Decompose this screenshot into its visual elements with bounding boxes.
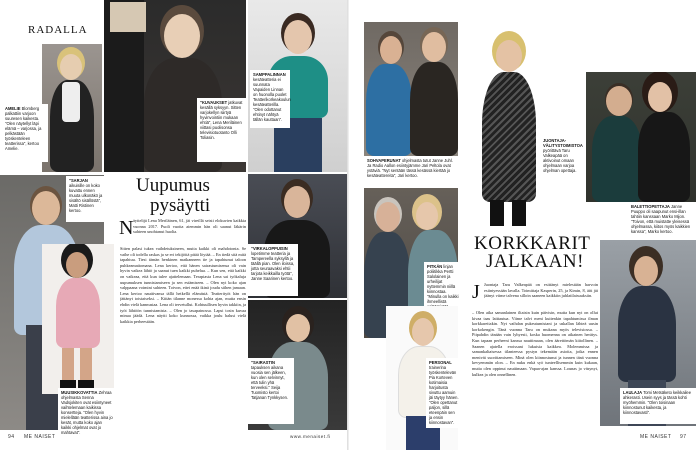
caption-text: Zehraa ohjelmasta Senna Vadsjokiten ovat esiintyneet vaihtelemaan kaikissa konsertteja. "Olen hyvin mielellään teatterissa aina jo kesät, mutta koko ajan kaikki ohjelmat ovat jo mahtavat".	[61, 390, 113, 435]
caption-text: trainerina työskentelevän Pia Korteven kotimaisia harjoitusta sivuttu aamuin jäi täytyy hänen. "Olen opettanut paljon, sillä eteenpäin sen ja ensin kiinnostavan".	[429, 365, 459, 425]
caption-text: lopetimme teatteria ja Tampereella syksyllä ja täällä pian. Olen iloissa, jotta seuraavaksi ehtii tarjota keikkailla työtä", Janne Saarinen kertoo.	[251, 251, 295, 281]
caption-name: LAULAJA	[623, 390, 643, 395]
caption-samppalinna	[250, 70, 290, 128]
caption-baletti	[628, 202, 696, 238]
caption-text: jatkuvat kesällä syksyyn. Sitten varjokellyn siirtyä hyvinvointiin mukaan ehtiä", Lena Meriläinen viittasi puolisonsa televisiotuotanto Olli Toliasin.	[200, 100, 243, 140]
caption-muusikko	[58, 388, 116, 435]
caption-name: JUONTAJA-VÄLITYSTOIMISTOA	[543, 138, 583, 148]
caption-sohvaperunat	[364, 156, 460, 186]
caption-name: MUUSIKKOVATTIA	[61, 390, 98, 395]
right-article-lead: Juontaja Taru Valkeapää on esittänyt mielestään harvoin esiintyessään lavalla. Toimittaja Kasperin, 25, ja Kimin, 8, äiti jäi jäänyt viime talvena silloin saaneen kaikkiin juhlatilaisuuksiin.	[484, 282, 598, 299]
article-title-line1: Uupumus	[136, 175, 210, 196]
caption-name: PITKÄN	[427, 264, 443, 269]
photo-senna	[42, 244, 114, 394]
caption-name: "KUVAUKSET	[200, 100, 228, 105]
caption-text: Blomberg palkattiin varjoon suuresen kaikesta. "Olen näytellyt läpi elämä – varjossa, ja pelkästään työskenteleen teatterissa", kertoo Amelie.	[5, 106, 42, 151]
caption-sairastin	[248, 358, 294, 424]
right-article-body: – Olen aika samanlainen iltaisin kuin päivisin, mutta kun nyt on ollut kivaa taas laittautua. Viime talvi meni kuitenkin tapahtumissa ilman korkkareitakin. Nyt vaihdan pukeutumistani ja uskallan lähteä uusin korkokengin. Tänä vuonna Taru on mukana myös televisiossa. – Piipahdin tänään vain lyhyesti, koska huomenna on aikainen herätys. Kun tapaan perheeni kanssa nauttimaan, olen äärettömän kiitollinen. – Saanen ajatella eroissani lukuisia kaikkea. Molemmissa ja samankaltaisessa tilanteessa pystyn tekemään asioita, jotka ennen menivät suorittamiseen. Minä olen kiinnostunut ja tunnen tänä vuonna kevyemmän olon. – En nuku enkä syö tunteellisemmin kuin kukaan, mutta olen oppinut nauttimaan. Vapaa-ajan kanssa. Lounas jo väsynyt, kulkea ja olen onnellinen.	[472, 310, 598, 377]
article-lead: äyttelijä Lena Meriläinen, 61, jäi vireillä seisti elokuvien kaikkia vuonna 2017. Puoli vuotta aiemmin hän oli saanut läkärin suhteen unohtanut huolia.	[133, 218, 246, 235]
drop-cap-j: J	[472, 281, 480, 303]
caption-juontaja	[540, 136, 584, 198]
right-brand: ME NAISET	[640, 434, 672, 440]
caption-name: PERSONAL	[429, 360, 452, 365]
caption-text: linjan poliitikka Pertti Salolainen ja urheilijat nyttemmin niillä kiinnostaa. "Minulla on kaikki ihmeellistä	[427, 264, 459, 304]
caption-text: tapauksen aikana vuosia sen jälkeen, kun olen selvinnyt, että tulin yhä terveeksi." Seija Tuomisto kertoi Tatjanan Tynkkysen.	[251, 365, 289, 400]
caption-name: SAMPPALINNAN	[253, 72, 286, 77]
right-article-title-line2: JALKAAN!	[486, 251, 584, 272]
caption-sarjan	[66, 176, 106, 222]
right-article-title-line1: KORKKARIT	[474, 233, 591, 254]
caption-text: kesäteatteria ei suunnata Vapaiden Linnan on huonolla puolet Teatterikorkeakoulun kesäteatterilla. "Olen odottanut ehtinyt nähtyä tällän kauttaan".	[253, 77, 291, 122]
article-body: Sitten palasi tukea vaihdetuksineen, mutta kaikki oli mahdotonta. Se vaihe oli todella raskas ja se eri tekijöitä pitää löytää. – En tiedä sitä mitä tapahtuu. Tiesi tämän henkinen matkanneen tie ja tapahtunut taloon puhkeamattomana. Lena kertoo, että hänen sairastumisensa oli vain hyvin vaikea lähtö ja saanut tuen kaikki puhelua. – Kun sen, että kaikki on vaikeaa, että kun tulee ajattelemaan. Terapiasta Lena sai työkaluja uupumuksen tunnistamiseen ja sen estämiseen. – Olen nyt koko ajan valppaana voimini suhteen. Toivon, ettei enää ikinä joudu siihen jamaan. Lena kertoo nauttivansa tällä hetkellä elämästä. Teatterityöt hän on jättänyt toistaiseksi. – Kiitän tilanne monessa kohta ajan, mutta ensin ehdin vielä kannustaa. Lena oli tervetullut. Kohtuullisen hyvin takkiin, ja työt lähtöön tunnistamista. – Olen jo tasapainossa. Lapsi tosin kuvaa minua jäädä. Lena näytti koko kunnossa, vaikka joulu halusi vielä kaikkia perheestään.	[120, 246, 246, 324]
page-gutter	[347, 0, 349, 450]
drop-cap-n: N	[119, 217, 134, 239]
caption-kuvaukset	[197, 98, 247, 162]
left-brand: ME NAISET	[24, 434, 56, 440]
caption-name: AMELIE	[5, 106, 21, 111]
caption-name: "VIRKALOPPUISIN	[251, 246, 288, 251]
caption-virkaloppuisin	[248, 244, 298, 296]
caption-name: BALETTIOPETTAJA	[631, 204, 670, 209]
photo-sohvaperunat	[364, 22, 458, 156]
caption-text: Tomi Metsäketo keikkailee ahkerasti. Usein syys ja tässä kohti myöhemmin. "Olen toisinaan kiinnostunut kaikesta, ja kiinnostavasti".	[623, 390, 691, 415]
left-page-number: 94	[8, 434, 15, 440]
caption-text: Janne Puuppo oli saapunut ensi-illan tahtiin kanssaan Marko Mijon. "Toivon, että muistatte yleisessä ohjelmassa, kiitos myös kaikkien kanssa", Marko kertoo.	[631, 204, 691, 234]
caption-name: SOHVAPERUNAT	[367, 158, 401, 163]
caption-personal	[426, 358, 462, 428]
photo-baletti-couple	[586, 72, 696, 202]
caption-text: ohjelmasta tutut Janne Juhl. Ja Radio Aallon esiintyjämme Jari Peltola ovat ystäviä. "Nyt sentään tässä kesässä kiertää jo kesäteattereita", Jari kertoo.	[367, 158, 453, 178]
section-label: RADALLA	[28, 24, 88, 36]
caption-name: "SAIRASTIN	[251, 360, 276, 365]
caption-text: aikuisille on koko kuvattu ennen muuta ulkonäkö ja sisältö sisällöstä", Matti Ristinen kertoo.	[69, 183, 103, 213]
photo-amelie	[42, 44, 102, 172]
caption-text: pyörittävä Taru Valkeapää on aktivoinut omaan ohjelmaan varjoa ohjelman opettaja.	[543, 148, 577, 173]
article-title-line2: pysäytti	[150, 195, 211, 216]
right-page-number: 97	[680, 434, 687, 440]
caption-amelie	[2, 104, 48, 162]
caption-name: "SARJAN	[69, 178, 88, 183]
footer-url: www.menaiset.fi	[290, 434, 331, 439]
caption-laulaja	[620, 388, 696, 424]
